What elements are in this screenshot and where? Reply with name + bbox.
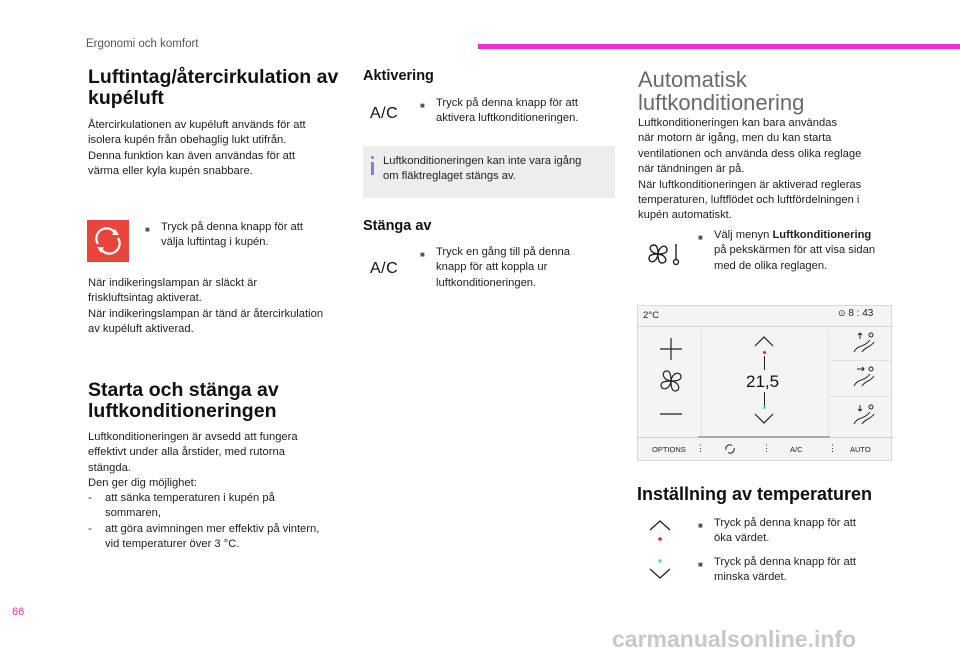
temp-down-indicator	[763, 406, 766, 409]
activation-bullet: ■ Tryck på denna knapp för att aktivera luftkonditioneringen.	[420, 97, 579, 125]
bullet-square-icon: ■	[145, 225, 150, 234]
bullet-square-icon: ■	[420, 250, 425, 259]
watermark: carmanualsonline.info	[612, 626, 857, 649]
info-box: Luftkonditioneringen kan inte vara igång om fläktreglaget stängs av.	[363, 146, 615, 198]
lamp-text: När indikeringslampan är släckt är friskluftsintag aktiverat. När indikeringslampan är tänd är återcirkulation av kupéluft aktiverad.	[88, 277, 324, 336]
temperature-value: 21,5	[746, 372, 780, 391]
ac-benefit-list	[88, 491, 358, 553]
off-bullet: ■ Tryck en gång till på denna knapp för att koppla ur luftkonditioneringen.	[420, 246, 570, 289]
recirculation-button-icon	[87, 220, 129, 262]
start-stop-title: Starta och stänga av luftkonditioneringen	[88, 379, 279, 422]
temp-up-indicator	[763, 351, 766, 354]
temp-up-bullet: ■ Tryck på denna knapp för att öka värdet.	[698, 517, 856, 545]
menu-bullet: ■ Välj menyn Luftkonditionering på pekskärmen för att visa sidan med de olika reglagen.	[698, 229, 876, 272]
more-icon: ⋮	[696, 443, 705, 453]
activation-title: Aktivering	[363, 68, 434, 84]
auto-button[interactable]: AUTO	[850, 445, 871, 454]
more-icon: ⋮	[828, 443, 837, 453]
temp-up-button[interactable]	[753, 334, 775, 348]
climate-menu-icon	[645, 240, 685, 268]
bullet-square-icon: ■	[420, 101, 425, 110]
bullet-square-icon: ■	[698, 233, 703, 242]
clock-icon: ⊙	[838, 308, 846, 318]
airflow-up-button[interactable]	[850, 330, 880, 356]
page-number: 66	[12, 606, 25, 618]
clock-time: 8 : 43	[848, 308, 874, 319]
clock-area	[838, 308, 873, 319]
fan-decrease-button[interactable]	[656, 404, 686, 424]
airflow-middle-button[interactable]	[850, 364, 880, 390]
temp-down-button[interactable]	[753, 412, 775, 426]
climate-touchscreen	[637, 305, 892, 461]
auto-ac-text: Luftkonditioneringen kan bara användas när motorn är igång, men du kan starta ventilationen och använda dess olika reglage när tändningen är på. När luftkonditioneringen är aktiverad regleras temperaturen, luftflödet och luftfördelningen i kupén automatiskt.	[638, 117, 862, 222]
info-icon	[371, 156, 374, 159]
auto-ac-title: Automatisk luftkonditionering	[638, 67, 805, 115]
airflow-down-button[interactable]	[850, 402, 880, 428]
ac-intro: Luftkonditioneringen är avsedd att fungera effektivt under alla årstider, med rutorna stängda. Den ger dig möjlighet:	[88, 431, 298, 490]
ac-button[interactable]: A/C	[790, 445, 803, 454]
list-item: - att göra avimningen mer effektiv på vintern, vid temperaturer över 3 °C.	[88, 522, 320, 551]
outside-temperature: 2°C	[643, 310, 659, 321]
temp-up-icon	[647, 518, 673, 544]
recirculation-bullet: ■ Tryck på denna knapp för att välja luftintag i kupén.	[145, 221, 303, 249]
temp-down-bullet: ■ Tryck på denna knapp för att minska värdet.	[698, 556, 856, 584]
header-accent-bar	[478, 44, 960, 49]
ac-button-label: A/C	[370, 105, 399, 122]
more-icon: ⋮	[762, 443, 771, 453]
off-title: Stänga av	[363, 218, 432, 234]
temperature-title: Inställning av temperaturen	[637, 484, 873, 504]
recirculation-button[interactable]	[724, 442, 736, 454]
temp-down-icon	[647, 556, 673, 582]
bullet-square-icon: ■	[698, 521, 703, 530]
fan-icon	[656, 366, 686, 396]
list-item: - att sänka temperaturen i kupén på sommaren,	[88, 492, 275, 520]
recirculation-intro: Återcirkulationen av kupéluft används för att isolera kupén från obehaglig lukt utifrån. Denna funktion kan även användas för att värma eller kyla kupén snabbare.	[88, 119, 306, 178]
ac-button-label-off: A/C	[370, 260, 399, 277]
bullet-square-icon: ■	[698, 560, 703, 569]
recirculation-title: Luftintag/återcirkulation av kupéluft	[88, 66, 339, 109]
options-button[interactable]: OPTIONS	[652, 445, 686, 454]
section-header: Ergonomi och komfort	[86, 38, 199, 50]
fan-increase-button[interactable]	[656, 334, 686, 364]
